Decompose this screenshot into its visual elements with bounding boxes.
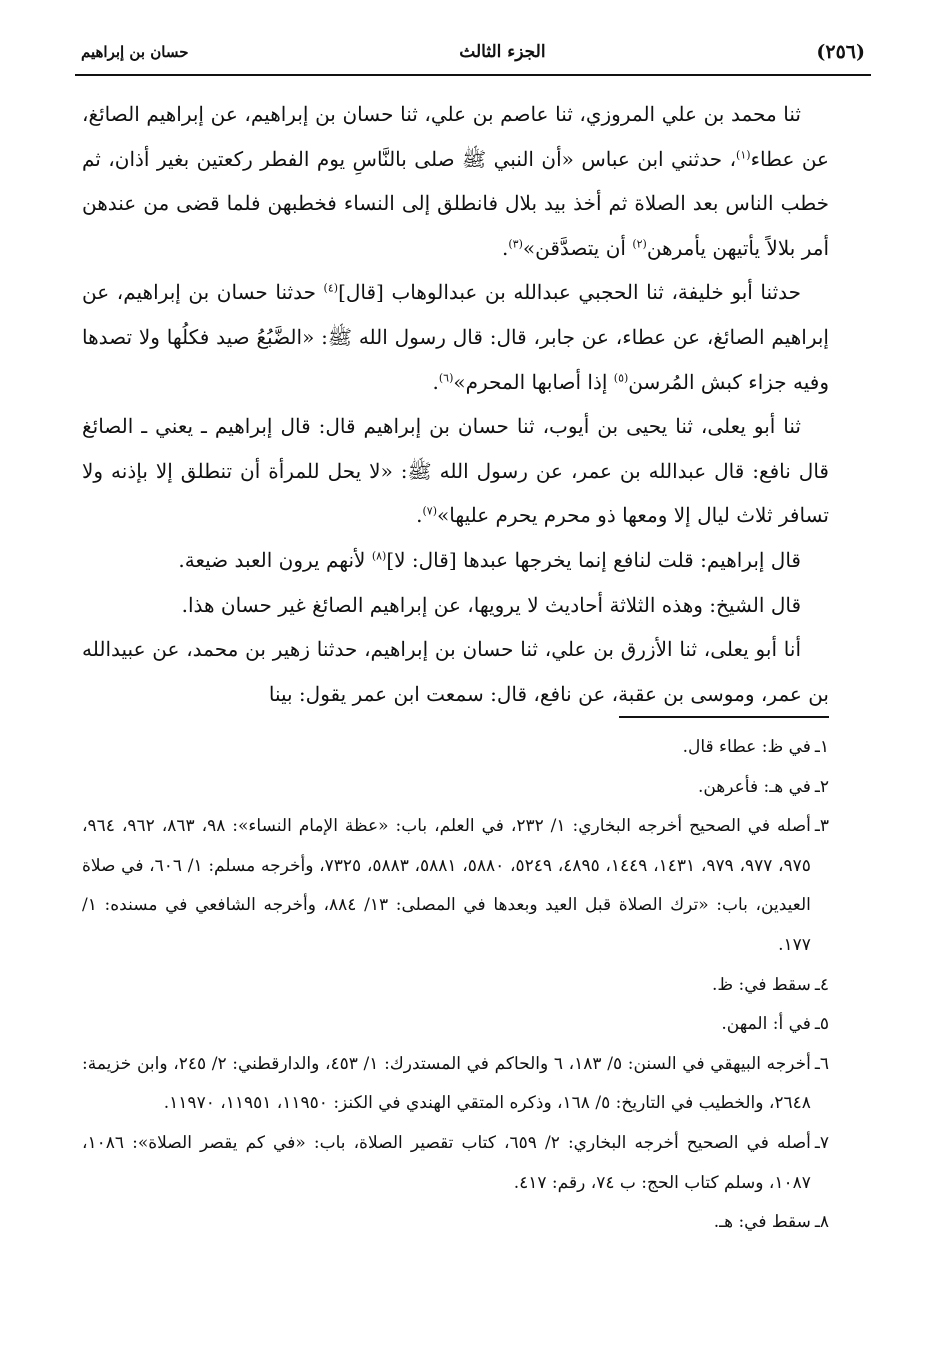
text-run: حدثنا أبو خليفة، ثنا الحجبي عبدالله بن عبدالوهاب [قال] (338, 280, 801, 305)
footnote-8 (82, 1203, 829, 1243)
text-run: . (416, 503, 423, 528)
text-run: إذا أصابها المحرم» (453, 369, 614, 394)
footnote-number: ٢ـ (814, 776, 829, 797)
text-run: قال إبراهيم: قلت لنافع إنما يخرجها عبدها [قال: لا] (386, 547, 801, 572)
footnote-text: سقط في: هـ. (713, 1212, 811, 1233)
paragraph-1 (82, 92, 829, 270)
volume-title: الجزء الثالث (459, 42, 546, 62)
page-number: (٢٥٦) (816, 41, 865, 63)
footnote-separator (619, 716, 829, 718)
footnote-marker: (٨) (371, 549, 387, 563)
footnote-text: أصله في الصحيح أخرجه البخاري: ١/ ٢٣٢، في العلم، باب: «عظة الإمام النساء»: ٩٨، ٨٦٣، ٩٦٢، ٩٦٤، ٩٧٥، ٩٧٧، ٩٧٩، ١٤٣١، ١٤٤٩، ٤٨٩٥، ٥٢٤٩، ٥٨٨٠، ٥٨٨١، ٥٨٨٣، ٧٣٢٥، وأخرجه مسلم: ١/ ٦٠٦، في صلاة العيدين، باب: «ترك الصلاة قبل العيد وبعدها في المصلى: ١٣/ ٨٨٤، وأخرجه الشافعي في مسنده: ١/ ١٧٧. (82, 816, 811, 955)
footnote-number: ٧ـ (814, 1132, 829, 1153)
text-run: حدثنا حسان بن إبراهيم، عن إبراهيم الصائغ، عن عطاء، عن جابر، قال: قال رسول الله ﷺ: «الضَّبُعُ صيد فكلُها ولا تصدها وفيه جزاء كبش المُرسن (82, 280, 829, 394)
footnote-text: أصله في الصحيح أخرجه البخاري: ٢/ ٦٥٩، كتاب تقصير الصلاة، باب: «في كم يقصر الصلاة»: ١٠٨٦، ١٠٨٧، وسلم كتاب الحج: ب ٧٤، رقم: ٤١٧. (82, 1132, 811, 1193)
text-run: ثنا أبو يعلى، ثنا يحيى بن أيوب، ثنا حسان بن إبراهيم قال: قال إبراهيم ـ يعني ـ الصائغ قال نافع: قال عبدالله بن عمر، عن رسول الله ﷺ: «لا يحل للمرأة أن تنطلق إلا بإذنه ولا تسافر ثلاث ليال إلا ومعها ذو محرم يحرم عليها» (82, 414, 829, 528)
footnote-text: في أ: المهن. (721, 1014, 811, 1035)
main-text (82, 92, 829, 716)
footnote-marker: (٤) (323, 281, 339, 295)
text-run: أن يتصدَّقن» (522, 235, 633, 260)
text-run: أنا أبو يعلى، ثنا الأزرق بن علي، ثنا حسان بن إبراهيم، حدثنا زهير بن محمد، عن عبيدالله بن عمر، وموسى بن عقبة، عن نافع، قال: سمعت ابن عمر يقول: بينا (82, 637, 829, 706)
narrator-name: حسان بن إبراهيم (81, 43, 189, 61)
footnote-text: في هـ: فأعرهن. (697, 776, 811, 797)
footnote-2 (82, 768, 829, 808)
paragraph-6 (82, 627, 829, 716)
footnote-7 (82, 1124, 829, 1203)
text-run: . (432, 369, 439, 394)
footnote-marker: (١) (736, 147, 751, 161)
paragraph-2 (82, 270, 829, 404)
text-run: لأنهم يرون العبد ضيعة. (178, 547, 372, 572)
footnote-marker: (٢) (632, 237, 647, 251)
footnote-marker: (٧) (422, 504, 438, 518)
footnote-number: ٦ـ (814, 1053, 829, 1074)
footnote-3 (82, 807, 829, 965)
footnotes (82, 728, 829, 1243)
footnote-number: ٨ـ (814, 1212, 829, 1233)
footnote-4 (82, 966, 829, 1006)
footnote-text: في ظ: عطاء قال. (682, 737, 811, 757)
footnote-5 (82, 1005, 829, 1045)
footnote-number: ١ـ (814, 737, 829, 757)
footnote-number: ٣ـ (814, 816, 829, 837)
footnote-6 (82, 1045, 829, 1124)
text-run: ثنا محمد بن علي المروزي، ثنا عاصم بن علي، ثنا حسان بن إبراهيم، عن إبراهيم الصائغ، عن عطاء (82, 102, 829, 171)
footnote-number: ٥ـ (814, 1014, 829, 1035)
text-run: قال الشيخ: وهذه الثلاثة أحاديث لا يرويها، عن إبراهيم الصائغ غير حسان هذا. (181, 592, 801, 617)
footnote-marker: (٦) (438, 370, 454, 384)
footnote-text: سقط في: ظ. (711, 974, 811, 995)
paragraph-4 (82, 538, 829, 583)
footnote-text: أخرجه البيهقي في السنن: ٥/ ١٨٣، ٦ والحاكم في المستدرك: ١/ ٤٥٣، والدارقطني: ٢/ ٢٤٥، وابن خزيمة: ٢٦٤٨، والخطيب في التاريخ: ٥/ ١٦٨، وذكره المتقي الهندي في الكنز: ١١٩٥٠، ١١٩٥١، ١١٩٧٠. (82, 1053, 811, 1114)
footnote-marker: (٣) (508, 237, 523, 251)
footnote-marker: (٥) (613, 370, 629, 384)
text-run: . (502, 235, 509, 260)
text-run: ، حدثني ابن عباس «أن النبي ﷺ صلى بالنَّاسِ يوم الفطر ركعتين بغير أذان، ثم خطب الناس بعد الصلاة ثم أخذ بيد بلال فانطلق إلى النساء فخطبهن فلما قضى من عندهن أمر بلالاً يأتيهن يأمرهن (82, 146, 829, 260)
footnote-1 (82, 728, 829, 768)
footnote-number: ٤ـ (814, 974, 829, 995)
paragraph-3 (82, 404, 829, 538)
paragraph-5 (82, 583, 829, 628)
page-header (75, 30, 871, 76)
